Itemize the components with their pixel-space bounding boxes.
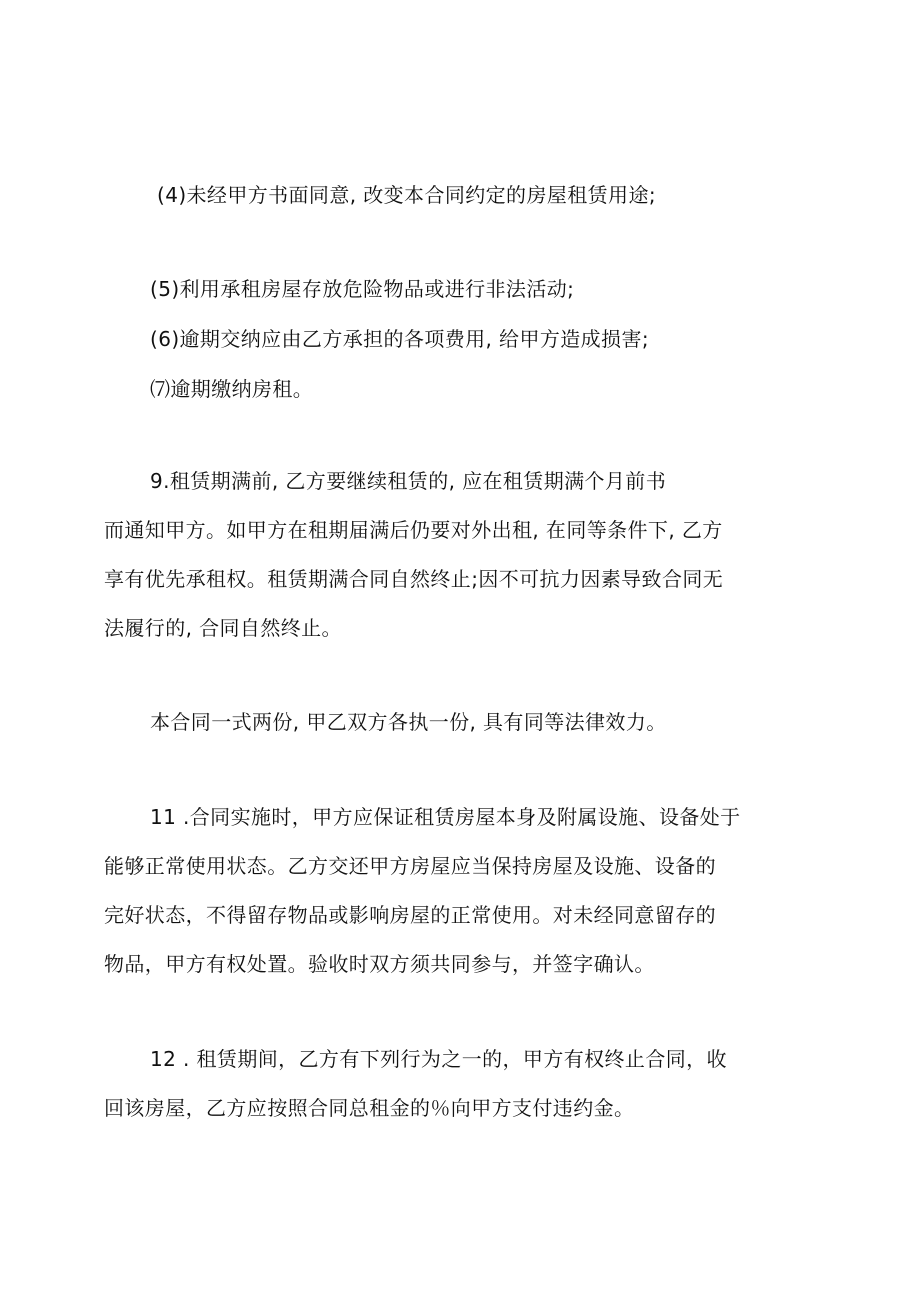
clause-9-line-1: 9.租赁期满前, 乙方要继续租赁的, 应在租赁期满个月前书: [150, 469, 667, 493]
item-4: (4)未经甲方书面同意, 改变本合同约定的房屋租赁用途;: [157, 183, 656, 207]
clause-9-line-3: 享有优先承租权。租赁期满合同自然终止;因不可抗力因素导致合同无: [104, 567, 724, 591]
clause-9-line-4: 法履行的, 合同自然终止。: [104, 616, 342, 640]
item-6: (6)逾期交纳应由乙方承担的各项费用, 给甲方造成损害;: [150, 327, 649, 351]
clause-11-line-3: 完好状态，不得留存物品或影响房屋的正常使用。对未经同意留存的: [104, 903, 716, 927]
clause-9-line-2: 而通知甲方。如甲方在租期届满后仍要对外出租, 在同等条件下, 乙方: [104, 518, 723, 542]
clause-11-line-2: 能够正常使用状态。乙方交还甲方房屋应当保持房屋及设施、设备的: [104, 854, 716, 878]
clause-11-line-4: 物品，甲方有权处置。验收时双方须共同参与，并签字确认。: [104, 952, 655, 976]
item-7: ⑺逾期缴纳房租。: [150, 377, 314, 401]
item-5: (5)利用承租房屋存放危险物品或进行非法活动;: [150, 277, 575, 301]
clause-11-line-1: 11 .合同实施时，甲方应保证租赁房屋本身及附属设施、设备处于: [150, 805, 741, 829]
clause-12-line-2: 回该房屋，乙方应按照合同总租金的％向甲方支付违约金。: [104, 1096, 635, 1120]
clause-10: 本合同一式两份, 甲乙双方各执一份, 具有同等法律效力。: [150, 710, 667, 734]
clause-12-line-1: 12 . 租赁期间，乙方有下列行为之一的，甲方有权终止合同，收: [150, 1047, 727, 1071]
